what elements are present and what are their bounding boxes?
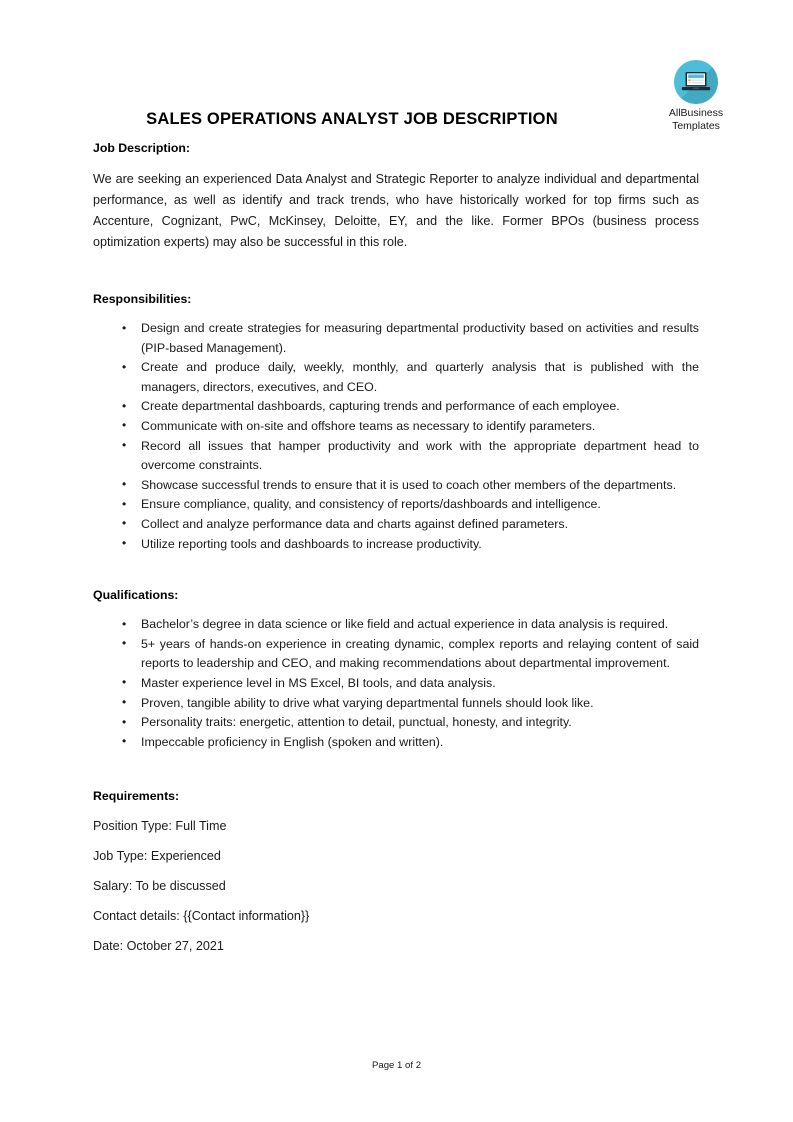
qualifications-heading: Qualifications:: [93, 588, 179, 603]
list-item: • 5+ years of hands-on experience in creating dynamic, complex reports and relaying content of said reports to leadership and CEO, and making recommendations about departmental improvement.: [93, 635, 699, 674]
requirement-salary: Salary: To be discussed: [93, 879, 226, 894]
document-body: [93, 0, 699, 955]
list-item: • Bachelor’s degree in data science or like field and actual experience in data analysis is required.: [93, 615, 699, 635]
job-description-paragraph: We are seeking an experienced Data Analyst and Strategic Reporter to analyze individual and departmental performance, as well as identify and track trends, who have historically worked for top firms such as Accenture, Cognizant, PwC, McKinsey, Deloitte, EY, and the like. Former BPOs (business process optimization experts) may also be successful in this role.: [93, 172, 699, 249]
page-title: SALES OPERATIONS ANALYST JOB DESCRIPTION: [146, 110, 558, 128]
logo-brand-line-1: AllBusiness: [668, 107, 724, 119]
requirement-position-type: Position Type: Full Time: [93, 819, 227, 834]
responsibilities-list: [93, 319, 699, 554]
page-footer: Page 1 of 2: [371, 1060, 422, 1071]
list-item: • Collect and analyze performance data and charts against defined parameters.: [93, 515, 699, 535]
requirements-heading: Requirements:: [93, 789, 180, 804]
list-item: • Showcase successful trends to ensure that it is used to coach other members of the departments.: [93, 476, 699, 496]
qualifications-list: [93, 615, 699, 752]
list-item: • Utilize reporting tools and dashboards to increase productivity.: [93, 535, 699, 555]
list-item: • Ensure compliance, quality, and consistency of reports/dashboards and intelligence.: [93, 495, 699, 515]
requirement-date: Date: October 27, 2021: [93, 939, 224, 954]
responsibilities-heading: Responsibilities:: [93, 292, 192, 306]
job-description-heading: Job Description:: [93, 141, 191, 155]
list-item: • Create and produce daily, weekly, monthly, and quarterly analysis that is published with the managers, directors, executives, and CEO.: [93, 358, 699, 397]
requirement-job-type: Job Type: Experienced: [93, 849, 221, 864]
requirement-contact-details: Contact details: {{Contact information}}: [93, 909, 310, 924]
list-item: • Impeccable proficiency in English (spoken and written).: [93, 733, 699, 753]
list-item: • Create departmental dashboards, capturing trends and performance of each employee.: [93, 397, 699, 417]
list-item: • Master experience level in MS Excel, BI tools, and data analysis.: [93, 674, 699, 694]
list-item: • Personality traits: energetic, attention to detail, punctual, honesty, and integrity.: [93, 713, 699, 733]
logo-brand-line-2: Templates: [672, 119, 720, 132]
list-item: • Record all issues that hamper productivity and work with the appropriate department head to overcome constraints.: [93, 437, 699, 476]
list-item: • Proven, tangible ability to drive what varying departmental funnels should look like.: [93, 694, 699, 714]
list-item: • Design and create strategies for measuring departmental productivity based on activities and results (PIP-based Management).: [93, 319, 699, 358]
list-item: • Communicate with on-site and offshore teams as necessary to identify parameters.: [93, 417, 699, 437]
